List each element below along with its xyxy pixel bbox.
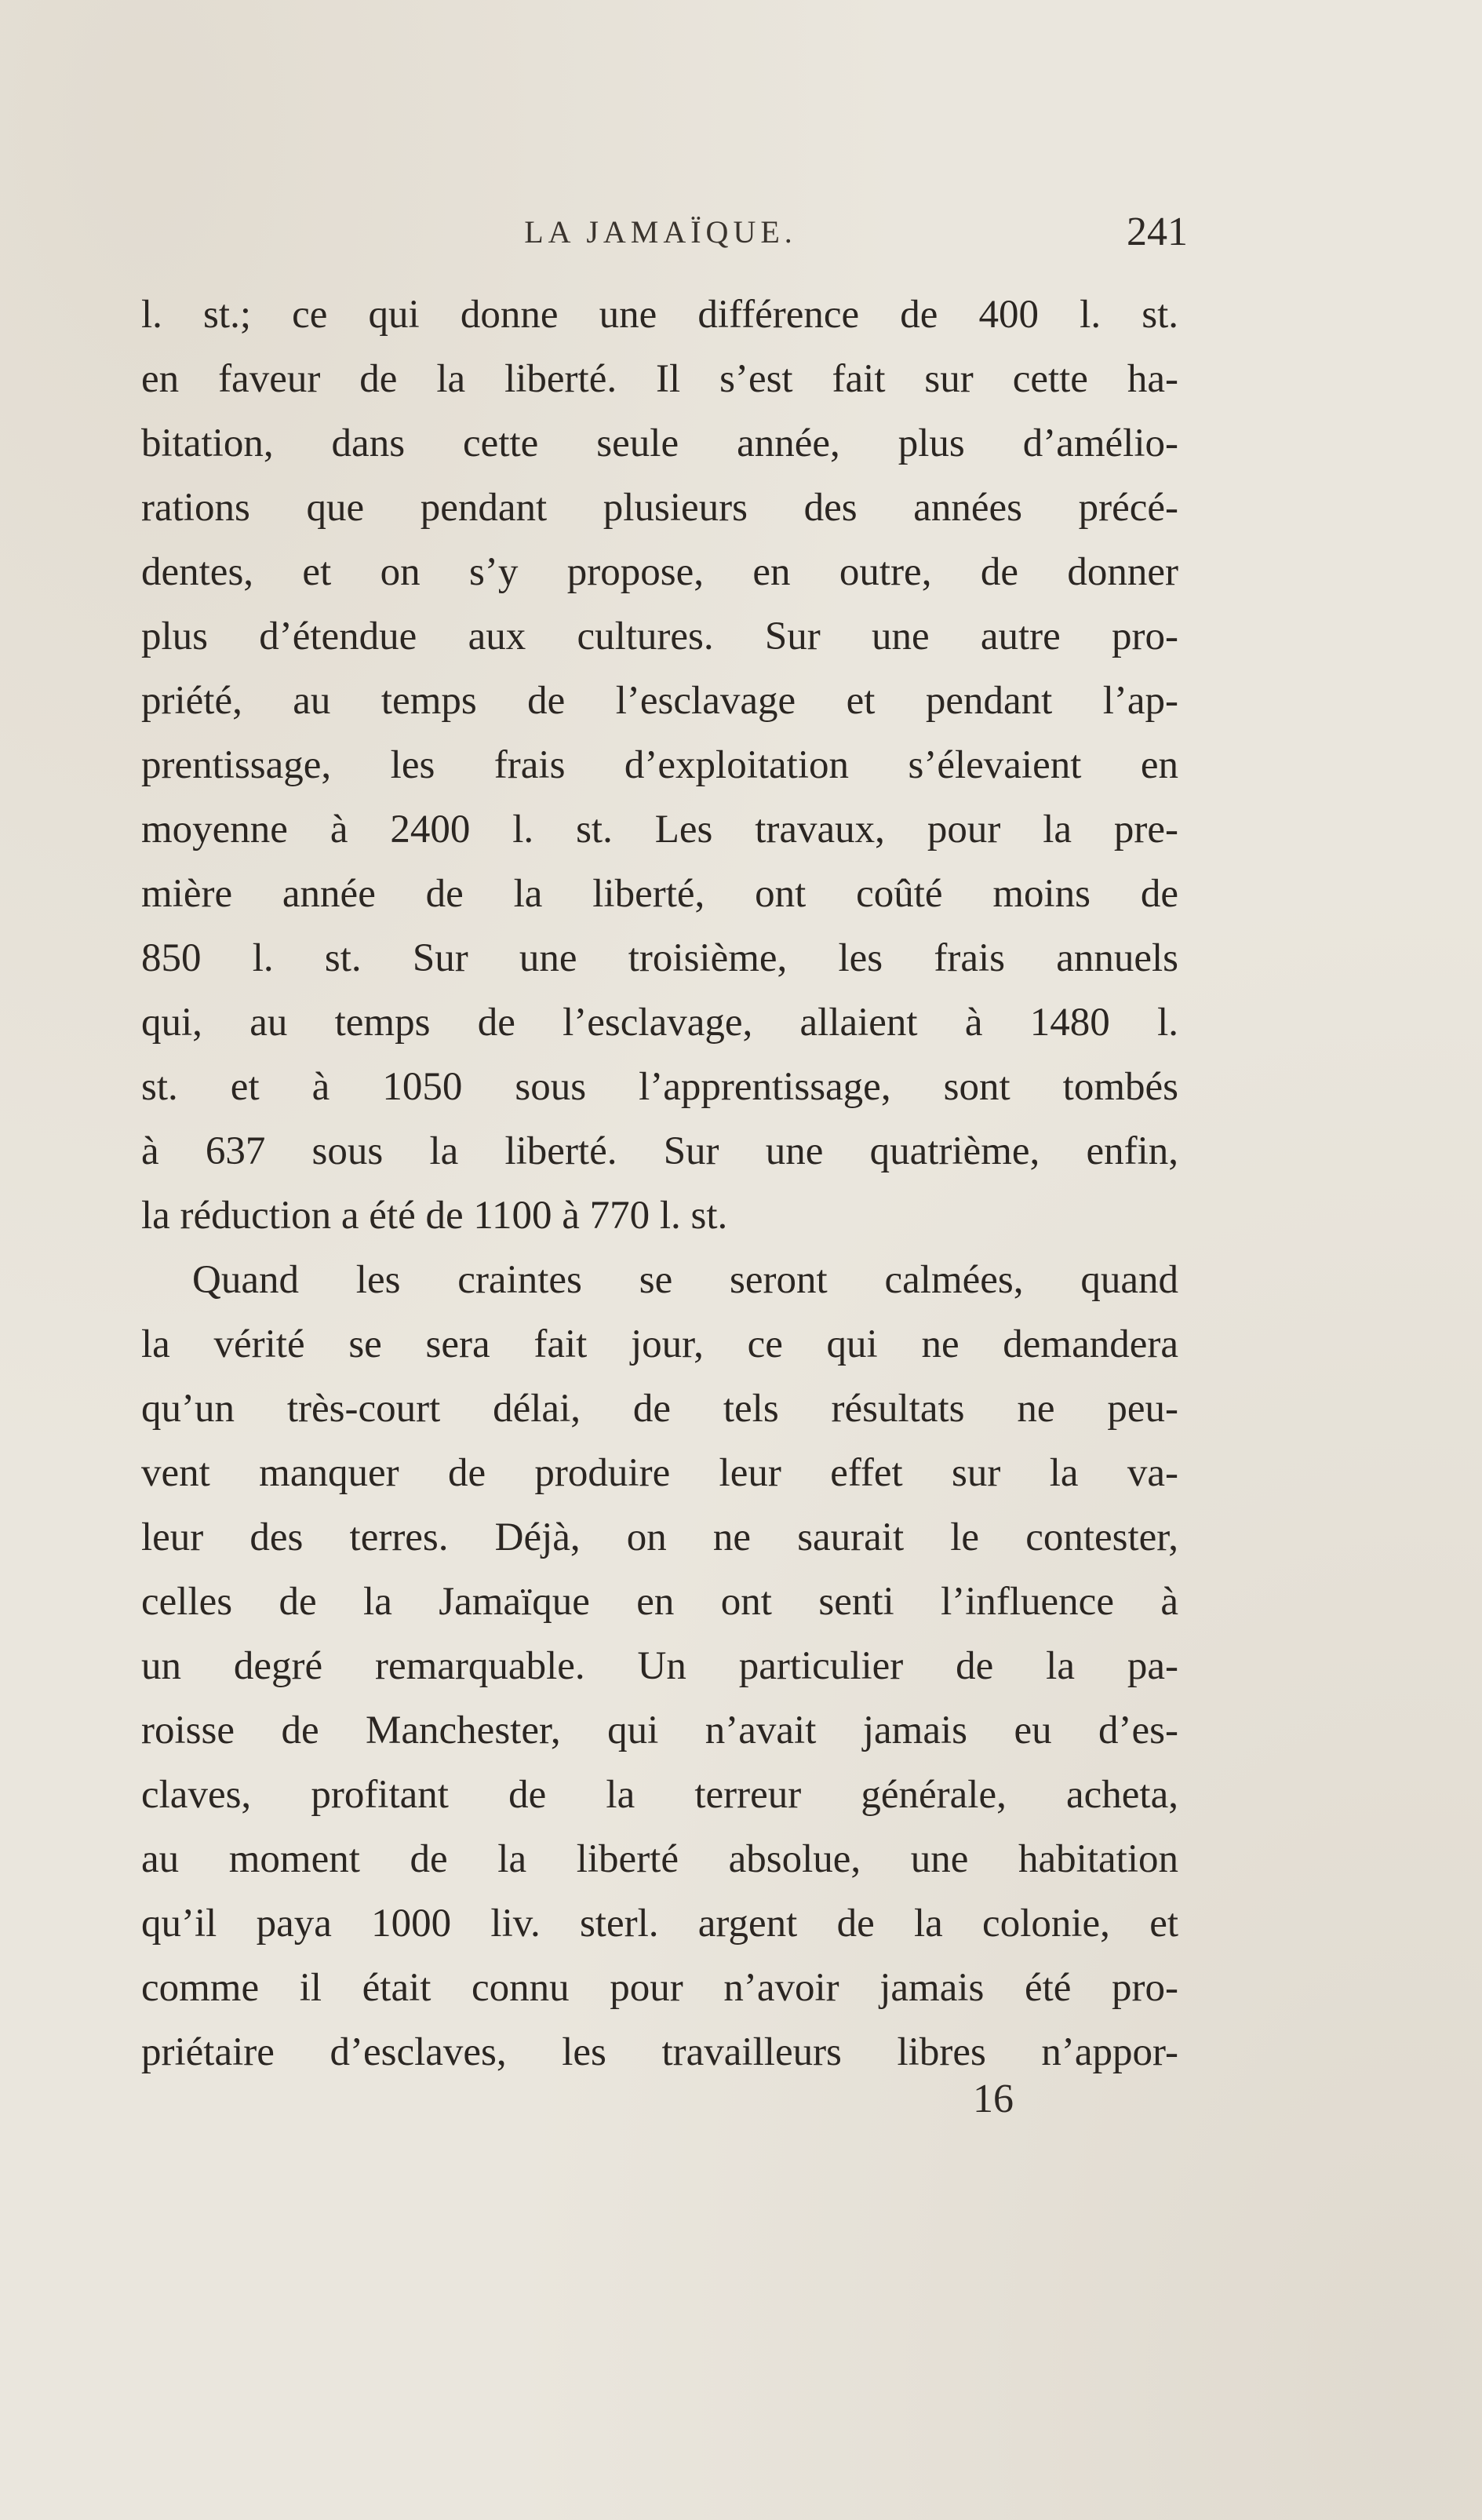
text-line: leur des terres. Déjà, on ne saurait le contester, — [141, 1515, 1178, 1559]
text-line: la vérité se sera fait jour, ce qui ne demandera — [141, 1322, 1178, 1366]
text-line: qu’un très-court délai, de tels résultats ne peu- — [141, 1387, 1178, 1431]
text-line: roisse de Manchester, qui n’avait jamais eu d’es- — [141, 1709, 1178, 1752]
text-line: 850 l. st. Sur une troisième, les frais annuels — [141, 936, 1178, 980]
paragraph-start-line: Quand les craintes se seront calmées, quand — [192, 1258, 1178, 1302]
text-line: vent manquer de produire leur effet sur la va- — [141, 1451, 1178, 1495]
text-line: un degré remarquable. Un particulier de la pa- — [141, 1644, 1178, 1688]
text-line: moyenne à 2400 l. st. Les travaux, pour la pre- — [141, 808, 1178, 852]
text-line: à 637 sous la liberté. Sur une quatrième, enfin, — [141, 1129, 1178, 1173]
text-line: l. st.; ce qui donne une différence de 400 l. st. — [141, 293, 1178, 337]
text-line: priétaire d’esclaves, les travailleurs libres n’appor- — [141, 2030, 1178, 2074]
text-line: dentes, et on s’y propose, en outre, de donner — [141, 550, 1178, 594]
text-line: st. et à 1050 sous l’apprentissage, sont tombés — [141, 1065, 1178, 1109]
text-line: bitation, dans cette seule année, plus d’amélio- — [141, 421, 1178, 465]
text-line: claves, profitant de la terreur générale, acheta, — [141, 1773, 1178, 1817]
body-text — [141, 283, 1178, 2084]
signature-mark: 16 — [973, 2077, 1014, 2121]
running-title: LA JAMAÏQUE. — [524, 214, 797, 250]
text-line: qui, au temps de l’esclavage, allaient à 1480 l. — [141, 1001, 1178, 1045]
text-line: mière année de la liberté, ont coûté moins de — [141, 872, 1178, 916]
text-line: au moment de la liberté absolue, une habitation — [141, 1837, 1178, 1881]
text-line: rations que pendant plusieurs des années précé- — [141, 486, 1178, 530]
text-line: qu’il paya 1000 liv. sterl. argent de la colonie, et — [141, 1902, 1178, 1946]
text-line: en faveur de la liberté. Il s’est fait sur cette ha- — [141, 357, 1178, 401]
text-line: comme il était connu pour n’avoir jamais été pro- — [141, 1966, 1178, 2010]
text-line: plus d’étendue aux cultures. Sur une autre pro- — [141, 615, 1178, 658]
page-number: 241 — [1127, 210, 1188, 254]
text-line: priété, au temps de l’esclavage et pendant l’ap- — [141, 679, 1178, 723]
text-line: celles de la Jamaïque en ont senti l’influence à — [141, 1580, 1178, 1624]
paragraph-end-line: la réduction a été de 1100 à 770 l. st. — [141, 1194, 728, 1238]
text-line: prentissage, les frais d’exploitation s’élevaient en — [141, 743, 1178, 787]
page-header — [141, 210, 1188, 261]
